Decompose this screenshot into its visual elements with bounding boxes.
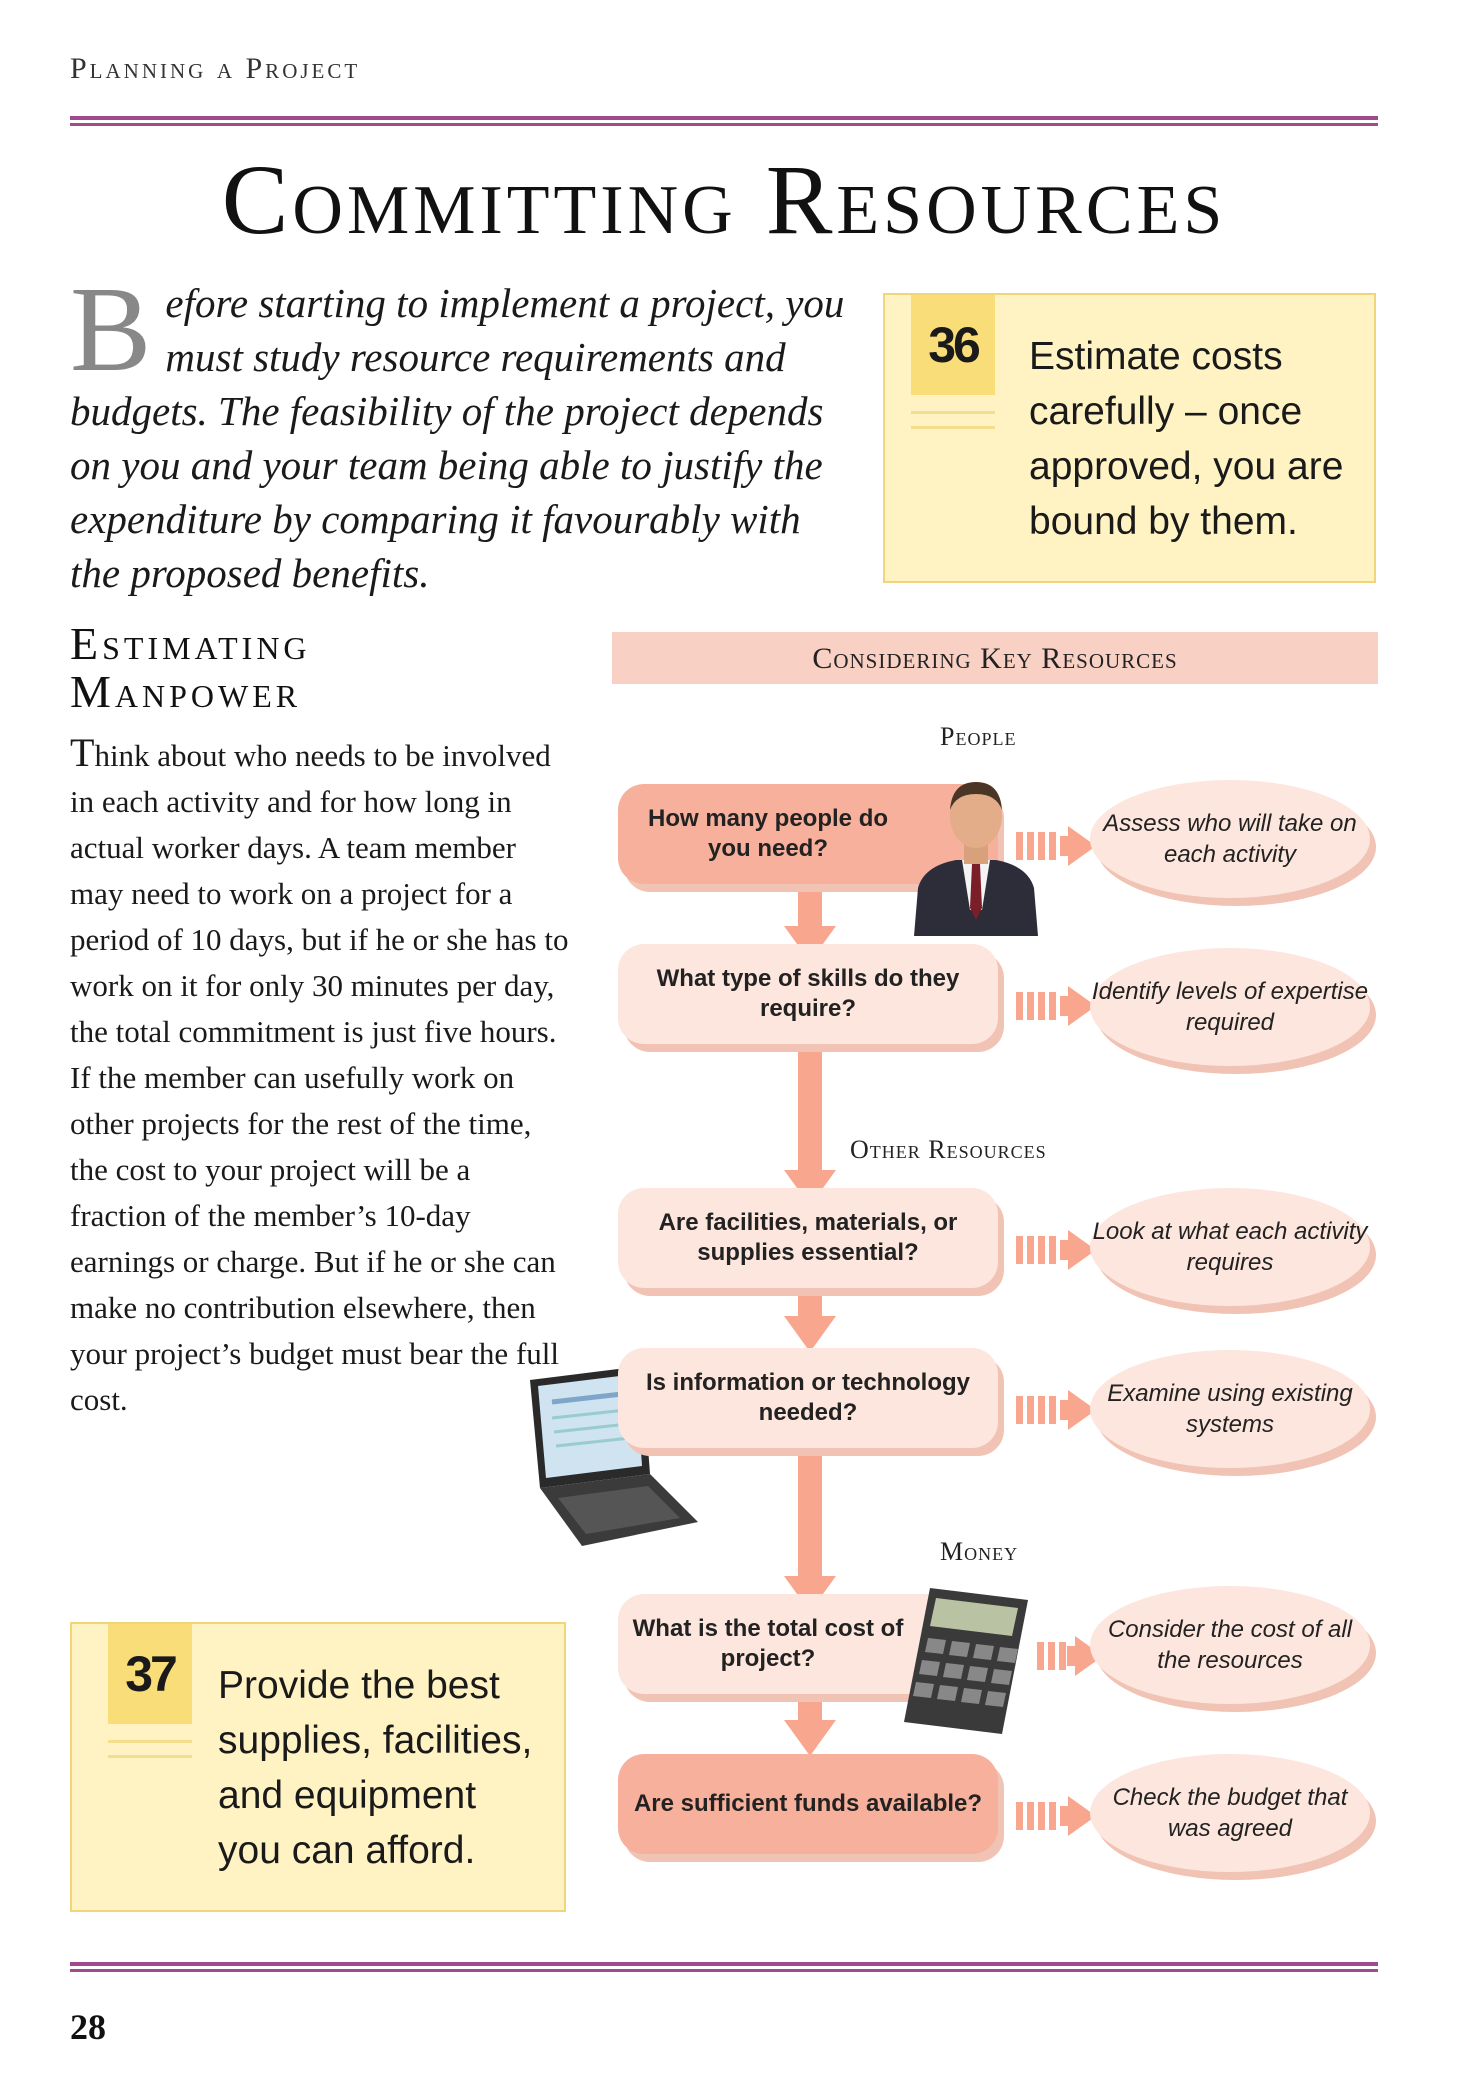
action-bubble: Look at what each activity requires: [1090, 1188, 1370, 1306]
running-head: Planning a Project: [70, 52, 361, 85]
section-heading-line2: Manpower: [70, 666, 302, 717]
action-bubble: Assess who will take on each activity: [1090, 780, 1370, 898]
tip-text-36: [1029, 329, 1343, 549]
section-heading-line1: Estimating: [70, 618, 311, 669]
tip-line: Estimate costs: [1029, 335, 1283, 378]
down-arrow-icon: [784, 1696, 836, 1756]
section-heading: [70, 620, 311, 716]
tip-line: Provide the best: [218, 1664, 500, 1707]
tip-line: approved, you are: [1029, 445, 1344, 488]
action-bubble: Examine using existing systems: [1090, 1350, 1370, 1468]
body-first-letter: T: [70, 730, 95, 775]
tip-box-36: [883, 293, 1376, 583]
section-body: [70, 730, 570, 1423]
body-text: hink about who needs to be involved in each activity and for how long in actual worker days. A team member may need to work on a project for a period of 10 days, but if he or she has to work on it for only 30 minutes per day, the total commitment is just five hours. If the member can usefully work on other projects for the rest of the time, the cost to your project will be a fraction of the member’s 10-day earnings or charge. But if he or she can make no contribution elsewhere, then your project’s budget must bear the full cost.: [70, 738, 569, 1417]
right-arrow-icon: [1016, 986, 1096, 1026]
tip-line: supplies, facilities,: [218, 1719, 533, 1762]
intro-text: efore starting to implement a project, you must study resource requirements and budgets. The feasibility of the project depends on you and your team being able to justify the expenditure by comparing it favourably with the proposed benefits.: [70, 280, 845, 596]
action-bubble: Check the budget that was agreed: [1090, 1754, 1370, 1872]
diagram-title: Considering Key Resources: [612, 632, 1378, 684]
page-title: Committing Resources: [221, 144, 1227, 255]
page-number: 28: [70, 2007, 106, 2047]
down-arrow-icon: [784, 1046, 836, 1206]
action-bubble: Consider the cost of all the resources: [1090, 1586, 1370, 1704]
group-label-money: Money: [940, 1537, 1019, 1566]
tip-text-37: [218, 1658, 532, 1878]
tip-line: carefully – once: [1029, 390, 1303, 433]
group-label-people: People: [940, 722, 1017, 751]
tip-decoration-lines: [911, 411, 995, 429]
tip-line: bound by them.: [1029, 500, 1298, 543]
tip-line: and equipment: [218, 1774, 477, 1817]
right-arrow-icon: [1016, 826, 1096, 866]
tip-decoration-lines: [108, 1740, 192, 1758]
right-arrow-icon: [1016, 1230, 1096, 1270]
intro-paragraph: [70, 262, 860, 600]
top-rule: [70, 116, 1378, 126]
question-box: What type of skills do they require?: [618, 944, 998, 1044]
question-box: Are sufficient funds available?: [618, 1754, 998, 1854]
down-arrow-icon: [784, 1290, 836, 1352]
tip-number-36: 36: [911, 295, 995, 395]
action-bubble: Identify levels of expertise required: [1090, 948, 1370, 1066]
down-arrow-icon: [784, 1450, 836, 1612]
question-box: Are facilities, materials, or supplies essential?: [618, 1188, 998, 1288]
group-label-other-resources: Other Resources: [850, 1135, 1047, 1164]
tip-box-37: [70, 1622, 566, 1912]
intro-dropcap: B: [70, 262, 152, 397]
calculator-icon: [902, 1586, 1030, 1736]
right-arrow-icon: [1016, 1390, 1096, 1430]
question-box: How many people do you need?: [618, 784, 998, 884]
tip-number-37: 37: [108, 1624, 192, 1724]
bottom-rule: [70, 1962, 1378, 1972]
right-arrow-icon: [1016, 1796, 1096, 1836]
tip-line: you can afford.: [218, 1829, 476, 1872]
question-box: What is the total cost of project?: [618, 1594, 998, 1694]
question-box: Is information or technology needed?: [618, 1348, 998, 1448]
